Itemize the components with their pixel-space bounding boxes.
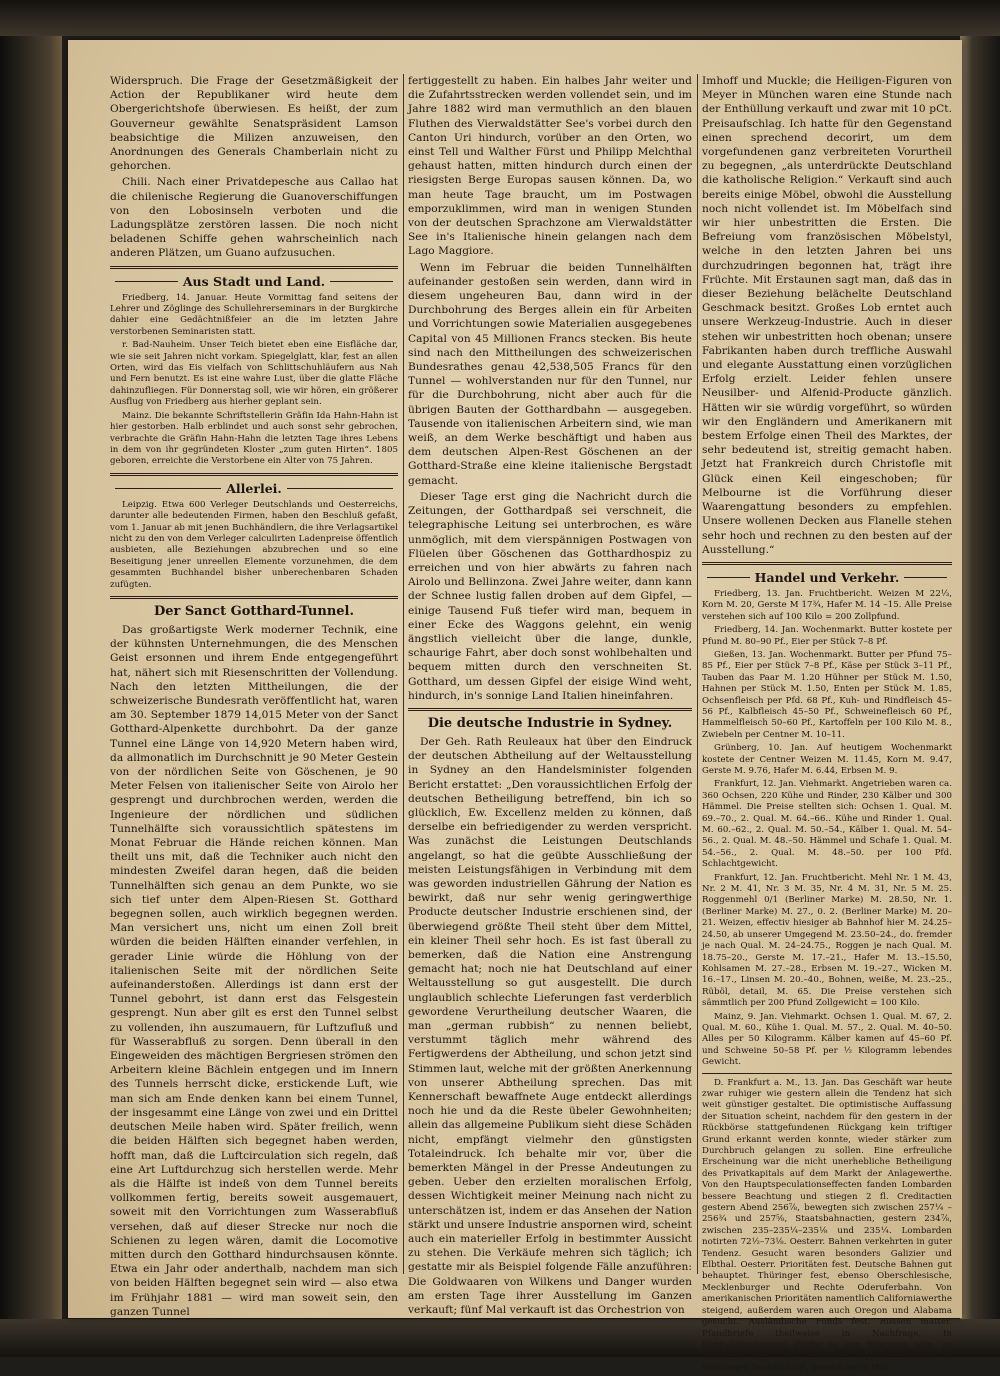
paragraph: Frankfurt, 12. Jan. Fruchtbericht. Mehl Nr. 1 M. 43, Nr. 2 M. 41, Nr. 3 M. 35, Nr. 4 M. 31, Nr. 5 M. 25. Roggenmehl 0/1 (Berliner Marke) M. 28.50, Nr. 1. (Berliner Marke) M. 27., 0. 2. (Berliner Marke) M. 20–21. Weizen, effectiv hiesiger ab Bahnhof hier M. 24.25–24.50, ab unserer Umgegend M. 23.50–24., do. fremder je nach Qual. M. 24–24.75., Roggen je nach Qual. M. 18.75–20., Gerste M. 17.–21., Hafer M. 13.–15.50, Kohlsamen M. 27.–28., Erbsen M. 19.–27., Wicken M. 16.–17., Linsen M. 20.–40., Bohnen, weiße, M. 23.–25., Rüböl, detail, M. 65. Die Preise verstehen sich sämmtlich per 200 Pfund Zollgewicht = 100 Kilo. bbox=[702, 872, 952, 1009]
section-heading bbox=[110, 481, 398, 496]
paragraph: Imhoff und Muckle; die Heiligen-Figuren von Meyer in München waren eine Stunde nach der Enthüllung verkauft und zwar mit 10 pCt. Preisaufschlag. Ich hatte für den Gegenstand einen sprechend decorirt, um dem vorgefundenen ganz verbreiteten Vorurtheil zu begegnen, „als unterdrückte Deutschland die katholische Religion.“ Verkauft sind auch bereits einige Möbel, obwohl die Ausstellung noch nicht vollendet ist. Im Möbelfach sind wir hier unbestritten die Ersten. Die Befreiung vom französischen Möbelstyl, welche in den letzten Jahren bei uns durchzudringen begonnen hat, trägt ihre Früchte. Mit Erstaunen sagt man, daß das in dieser Beziehung belächelte Deutschland Geschmack besitzt. Großes Lob erntet auch unsere Werkzeug-Industrie. Auch in dieser stehen wir unbestritten hoch obenan; unsere Fabrikanten haben durch treffliche Auswahl und elegante Ausstattung einen vorzüglichen Erfolg erzielt. Leider fehlen unsere Neusilber- und Alfenid-Producte gänzlich. Hätten wir sie würdig vorgeführt, so würden wir den Engländern und Amerikanern mit bestem Erfolge einen Theil des Marktes, der sehr bedeutend ist, streitig gemacht haben. Jetzt hat Frankreich durch Christofle mit Glück einen Keil eingeschoben; für Melbourne ist die Vorführung dieser Waarengattung besonders zu empfehlen. Unsere wollenen Decken aus Flanelle stehen sehr hoch und rechnen zu den besten auf der Ausstellung.“ bbox=[702, 75, 952, 556]
section-divider bbox=[702, 1073, 952, 1074]
section-heading bbox=[110, 274, 398, 289]
section-divider bbox=[408, 708, 692, 711]
section-divider bbox=[110, 596, 398, 599]
heading-text: Aus Stadt und Land. bbox=[182, 273, 326, 289]
column-3 bbox=[702, 74, 952, 1376]
paragraph: D. Frankfurt a. M., 13. Jan. Das Geschäft war heute zwar ruhiger wie gestern allein die Tendenz hat sich weit günstiger gestaltet. Die optimistische Auffassung der Situation scheint, nachdem für den gestern in der Rückbörse stattgefundenen Rückgang kein triftiger Grund erkannt werden konnte, wieder stärker zum Durchbruch gelangen zu sollen. Eine erfreuliche Erscheinung war die nicht unerhebliche Betheiligung des Privatkapitals auf dem Markt der Anlagewerthe. Von den Hauptspeculationseffecten fanden Lombarden bessere Beachtung und stiegen 2 fl. Creditactien gestern Abend 256⅞, bewegten sich zwischen 257¼ – 256¾ und 257⅝, Staatsbahnactien, gestern 234⅞, zwischen 235–235¼–235⅛ und 235¼. Lombarden notirten 72½–73⅛. Oesterr. Bahnen verkehrten in guter Tendenz. Gesucht waren besonders Galizier und Elbthal. Oesterr. Prioritäten fest. Deutsche Bahnen gut behauptet. Thüringer fest, ebenso Oberschlesische, Mecklenburger und Rechte Oderuferbahn. Von amerikanischen Prioritäten namentlich Californiawerthe steigend, außerdem waren auch Oregon und Alabama gesucht. Ausländische Fonds fest. Russen matter. Pfandbriefe theilweise in Nachfrage. In Kapitalistenkreisen dürfte es von Interesse sein, zu erfahren, daß die deutsche Hypothekenbank in Meiningen beabsichtigt, demnächst 4 Mill. bbox=[702, 1077, 952, 1373]
heading-rule bbox=[115, 281, 178, 282]
heading-text: Handel und Verkehr. bbox=[754, 569, 900, 585]
column-rule-1 bbox=[403, 74, 404, 1274]
paragraph: Frankfurt, 12. Jan. Viehmarkt. Angetrieben waren ca. 360 Ochsen, 220 Kühe und Rinder, 230 Kälber und 300 Hämmel. Die Preise stellten sich: Ochsen 1. Qual. M. 69.–70., 2. Qual. M. 64.–66.. Kühe und Rinder 1. Qual. M. 60.–62., 2. Qual. M. 50.–54., Kälber 1. Qual. M. 54–56., 2. Qual. M. 48.–50. Hämmel und Schafe 1. Qual. M. 54.–56., 2. Qual. M. 48.–50. per 100 Pfd. Schlachtgewicht. bbox=[702, 779, 952, 870]
paragraph: Das großartigste Werk moderner Technik, eine der kühnsten Unternehmungen, die des Menschen Geist ersonnen und ihrem Ende entgegengeführt hat, nähert sich mit Riesenschritten der Vollendung. Nach den letzten Mittheilungen, die der schweizerische Bundesrath veröffentlicht hat, waren am 30. September 1879 14,015 Meter von der Sanct Gotthard-Alpenkette durchbohrt. Da der ganze Tunnel eine Länge von 14,920 Metern haben wird, da allmonatlich im Durchschnitt je 90 Meter Gestein von der nördlichen Seite von Göschenen, je 90 Meter Felsen von italienischer Seite von Airolo her gesprengt und durchbrochen werden, werden die Ingenieure der nördlichen und südlichen Tunnelhälfte sich voraussichtlich spätestens im Monat Februar die Hände reichen können. Man theilt uns mit, daß die Techniker auch nicht den mindesten Zweifel daran hegen, daß die beiden Tunnelhälften sich genau an dem Punkte, wo sie sich tief unter dem Alpen-Riesen St. Gotthard begegnen sollen, auch wirklich begegnen werden. Man versichert uns, nicht um einen Zoll breit würden die beiden Hälften einander verfehlen, in gerader Linie würde die Höhlung von der italienischen Seite mit der nördlichen Seite aufeinanderstoßen. Allerdings ist dann erst der Tunnel gebohrt, ist dann erst das Felsgestein gesprengt. Nun aber gilt es erst den Tunnel selbst zu vollenden, ihn auszumauern, für Luftzufluß und für Wasserabfluß zu sorgen. Denn überall in den Eingeweiden des mächtigen Bergriesen strömen den Arbeitern kleine Bächlein entgegen und im Innern des Tunnels herrscht dicke, erstickende Luft, wie man sich am Ende denken kann bei einem Tunnel, der insgesammt eine Länge von zwei und ein Drittel deutschen Meile haben wird. Später freilich, wenn die beiden Hälften sich begegnet haben werden, hofft man, daß die Luftcirculation sich regeln, daß eine Art Luftdurchzug sich herstellen werde. Mehr als die Hälfte ist indeß von dem Tunnel bereits vollkommen fertig, bereits soweit ausgemauert, soweit mit den Vorrichtungen zum Wasserabfluß versehen, daß auf dieser Strecke nur noch die Schienen zu legen wären, damit die Locomotive mitten durch den Gotthard hindurchsausen könnte. Etwa ein Jahr oder anderthalb, nachdem man sich von beiden Hälften begegnet sein wird — also etwa im Frühjahr 1881 — wird man soweit sein, den ganzen Tunnel bbox=[110, 623, 398, 1318]
section-divider bbox=[702, 562, 952, 565]
paragraph: Wenn im Februar die beiden Tunnelhälften aufeinander gestoßen sein werden, dann wird in diesem ungeheuren Bau, dann wird in der Durchbohrung des Berges allein ein für Arbeiten und Vorrichtungen sowie Materialien ausgegebenes Capital von 45 Millionen Francs stecken. Bis heute sind nach den Mittheilungen des schweizerischen Bundesrathes genau 42,538,505 Francs für den Tunnel — wohlverstanden nur für den Tunnel, nur für die Durchbohrung, nicht aber auch für die übrigen Bauten der Gotthardbahn — ausgegeben. Tausende von italienischen Arbeitern sind, wie man weiß, an dem Werke beschäftigt und haben aus dem deutschen Alpen-Rest Göschenen an der Gotthard-Straße eine kleine italienische Bergstadt gemacht. bbox=[408, 261, 692, 487]
section-divider bbox=[110, 266, 398, 269]
paragraph: Chili. Nach einer Privatdepesche aus Callao hat die chilenische Regierung die Guanoverschiffungen von den Lobosinseln verboten und die Ladungsplätze zerstören lassen. Die noch nicht beladenen Schiffe gehen wahrscheinlich nach anderen Plätzen, um Guano aufzusuchen. bbox=[110, 176, 398, 260]
scan-right-edge bbox=[960, 0, 1000, 1357]
paragraph: Mainz. Die bekannte Schriftstellerin Gräfin Ida Hahn-Hahn ist hier gestorben. Halb erblindet und auch sonst sehr gebrochen, verbrachte die Gräfin Hahn-Hahn die letzten Tage ihres Lebens in dem von ihr gegründeten Kloster „zum guten Hirten“. 1805 geboren, erreichte die Verstorbene ein Alter von 75 Jahren. bbox=[110, 410, 398, 467]
heading-rule bbox=[707, 577, 750, 578]
scan-top-edge bbox=[0, 0, 1000, 36]
heading-rule bbox=[115, 488, 221, 489]
paragraph: Widerspruch. Die Frage der Gesetzmäßigkeit der Action der Republikaner wird heute dem Obergerichtshofe überwiesen. Es heißt, der zum Gouverneur gewählte Senatspräsident Lamson beabsichtige die Milizen anzuweisen, den Anordnungen des Generals Chamberlain nicht zu gehorchen. bbox=[110, 75, 398, 173]
paragraph: Friedberg, 14. Januar. Heute Vormittag fand seitens der Lehrer und Zöglinge des Schullehrerseminars in der Burgkirche dahier eine Gedächtnißfeier an die im letzten Jahre verstorbenen Seminaristen statt. bbox=[110, 292, 398, 337]
heading-rule bbox=[904, 577, 947, 578]
paragraph: Dieser Tage erst ging die Nachricht durch die Zeitungen, der Gotthardpaß sei verschneit, die telegraphische Leitung sei unterbrochen, es wäre unmöglich, mit dem vierspännigen Postwagen von Flüelen über Göschenen das Gotthardhospiz zu erreichen und von hier abwärts zu fahren nach Airolo und Bellinzona. Zwei Jahre weiter, dann kann der Schnee lustig fallen droben auf dem Gipfel, — einige Tausend Fuß tiefer wird man, bequem in einer Ecke des Waggons gelehnt, ein wenig ängstlich vielleicht über die lange, dunkle, schaurige Fahrt, aber doch sonst wohlbehalten und bequem mitten durch den verschneiten St. Gotthard, um dessen Gipfel der eisige Wind weht, hindurch, in's sonnige Land Italien hineinfahren. bbox=[408, 490, 692, 702]
paragraph: r. Bad-Nauheim. Unser Teich bietet eben eine Eisfläche dar, wie sie seit Jahren nicht vorkam. Spiegelglatt, klar, fest an allen Orten, wird das Eis vielfach von Schlittschuhläufern aus Nah und Fern benutzt. Es ist eine wahre Lust, über die glatte Fläche dahinzufliegen. Für Donnerstag soll, wie wir hören, ein größerer Ausflug von Friedberg aus hierher geplant sein. bbox=[110, 340, 398, 408]
column-1 bbox=[110, 74, 398, 1321]
column-rule-2 bbox=[697, 74, 698, 1274]
paragraph: Gießen, 13. Jan. Wochenmarkt. Butter per Pfund 75–85 Pf., Eier per Stück 7–8 Pf., Käse per Stück 3–11 Pf., Tauben das Paar M. 1.20 Hühner per Stück M. 1.50, Hahnen per Stück M. 1.50, Enten per Stück M. 1.85, Ochsenfleisch per Pfd. 68 Pf., Kuh- und Rindfleisch 45–56 Pf., Kalbfleisch 45–50 Pf., Schweinefleisch 60 Pf., Hammelfleisch 50–60 Pf., Kartoffeln per 100 Kilo M. 8., Zwiebeln per Centner M. 10–11. bbox=[702, 649, 952, 740]
heading-text: Allerlei. bbox=[226, 480, 282, 496]
paragraph: Der Geh. Rath Reuleaux hat über den Eindruck der deutschen Abtheilung auf der Weltausstellung in Sydney an den Handelsminister folgenden Bericht erstattet: „Den voraussichtlichen Erfolg der deutschen Betheiligung betreffend, bin ich so glücklich, Ew. Excellenz melden zu können, daß derselbe ein befriedigender zu werden verspricht. Was zunächst die Leistungen Deutschlands angelangt, so hat die geübte Ausschließung der meisten Leistungsfähigen in Verbindung mit dem was geworden industriellen Gährung der Nation es bewirkt, daß nur sehr wenig geringwerthige Producte deutscher Industrie erschienen sind, der überwiegend größte Theil steht über dem Mittel, ein kleiner Theil sehr hoch. Es ist fast überall zu bemerken, daß die Nation eine Anstrengung gemacht hat; noch nie hat Deutschland auf einer Weltausstellung so gut ausgestellt. Die durch unglaublich schlechte Lieferungen fast verderblich gewordene Verurtheilung deutscher Waaren, die man „german rubbish“ zu nennen beliebt, verstummt täglich mehr während des Fertigwerdens der Abtheilung, und schon jetzt sind Stimmen laut, welche mit der größten Anerkennung von unserer Abtheilung sprechen. Das mit Kennerschaft bewaffnete Auge entdeckt allerdings noch hie und da die Reste übeler Gewohnheiten; allein das allgemeine Publikum sieht diese Schäden nicht, empfängt vielmehr den günstigsten Totaleindruck. Ich behalte mir vor, über die bemerkten Mängel in der Presse Andeutungen zu geben. Ueber den erzielten moralischen Erfolg, dessen Wichtigkeit meiner Meinung nach nicht zu unterschätzen ist, indem er das Ansehen der Nation stärkt und unsere Industrie anspornen wird, scheint auch ein materieller Erfolg in bestimmter Aussicht zu stehen. Die Verkäufe mehren sich täglich; ich gestatte mir als Beispiel folgende Fälle anzuführen: Die Goldwaaren von Wilkens und Danger wurden am ersten Tage ihrer Ausstellung im Ganzen verkauft; fünf Mal verkauft ist das Orchestrion von bbox=[408, 735, 692, 1317]
article-heading: Die deutsche Industrie in Sydney. bbox=[427, 715, 673, 731]
paragraph: Friedberg, 13. Jan. Fruchtbericht. Weizen M 22⅓, Korn M. 20, Gerste M 17¾, Hafer M. 14 –15. Alle Preise verstehen sich auf 100 Kilo = 200 Zollpfund. bbox=[702, 588, 952, 622]
article-heading: Der Sanct Gotthard-Tunnel. bbox=[153, 603, 355, 619]
heading-rule bbox=[287, 488, 393, 489]
paragraph: Friedberg, 14. Jan. Wochenmarkt. Butter kostete per Pfund M. 80–90 Pf., Eier per Stück 7–8 Pf. bbox=[702, 625, 952, 647]
paragraph: Mainz, 9. Jan. Viehmarkt. Ochsen 1. Qual. M. 67, 2. Qual. M. 60., Kühe 1. Qual. M. 57., 2. Qual. M. 40–50. Alles per 50 Kilogramm. Kälber kamen auf 45–60 Pf. und Schweine 50–58 Pf. per ½ Kilogramm lebendes Gewicht. bbox=[702, 1011, 952, 1068]
newspaper-page bbox=[68, 40, 962, 1373]
column-2 bbox=[408, 74, 692, 1319]
section-divider bbox=[110, 473, 398, 476]
heading-rule bbox=[330, 281, 393, 282]
paragraph: Leipzig. Etwa 600 Verleger Deutschlands und Oesterreichs, darunter alle bedeutenden Firmen, haben den Beschluß gefaßt, vom 1. Januar ab mit jenen Buchhändlern, die ihre Verlagsartikel nicht zu den von dem Verleger calculirten Ladenpreise öffentlich ausbieten, alle Beziehungen abzubrechen und so eine Beseitigung jener unreellen Elemente vorzunehmen, die dem gesammten Buchhandel bisher unberechenbaren Schaden zufügten. bbox=[110, 499, 398, 590]
paragraph: fertiggestellt zu haben. Ein halbes Jahr weiter und die Zufahrtsstrecken werden vollendet sein, und im Jahre 1882 wird man vermuthlich an den blauen Fluthen des Vierwaldstätter See's vorbei durch den Canton Uri hindurch, vorüber an den Orten, wo einst Tell und Walther Fürst und Philipp Melchthal gehaust hatten, mitten hindurch durch einen der riesigsten Berge Europas sausen können. Da, wo man heute Tage braucht, um im Postwagen emporzuklimmen, wird man in wenigen Stunden von der deutschen Sprachzone am Vierwaldstätter See in's Italienische hinein gelangen nach dem Lago Maggiore. bbox=[408, 75, 692, 258]
scan-left-edge bbox=[0, 0, 62, 1357]
section-heading bbox=[702, 570, 952, 585]
paragraph: Grünberg, 10. Jan. Auf heutigem Wochenmarkt kostete der Centner Weizen M. 11.45, Korn M. 9.47, Gerste M. 9.76, Hafer M. 6.44, Erbsen M. 9. bbox=[702, 743, 952, 776]
